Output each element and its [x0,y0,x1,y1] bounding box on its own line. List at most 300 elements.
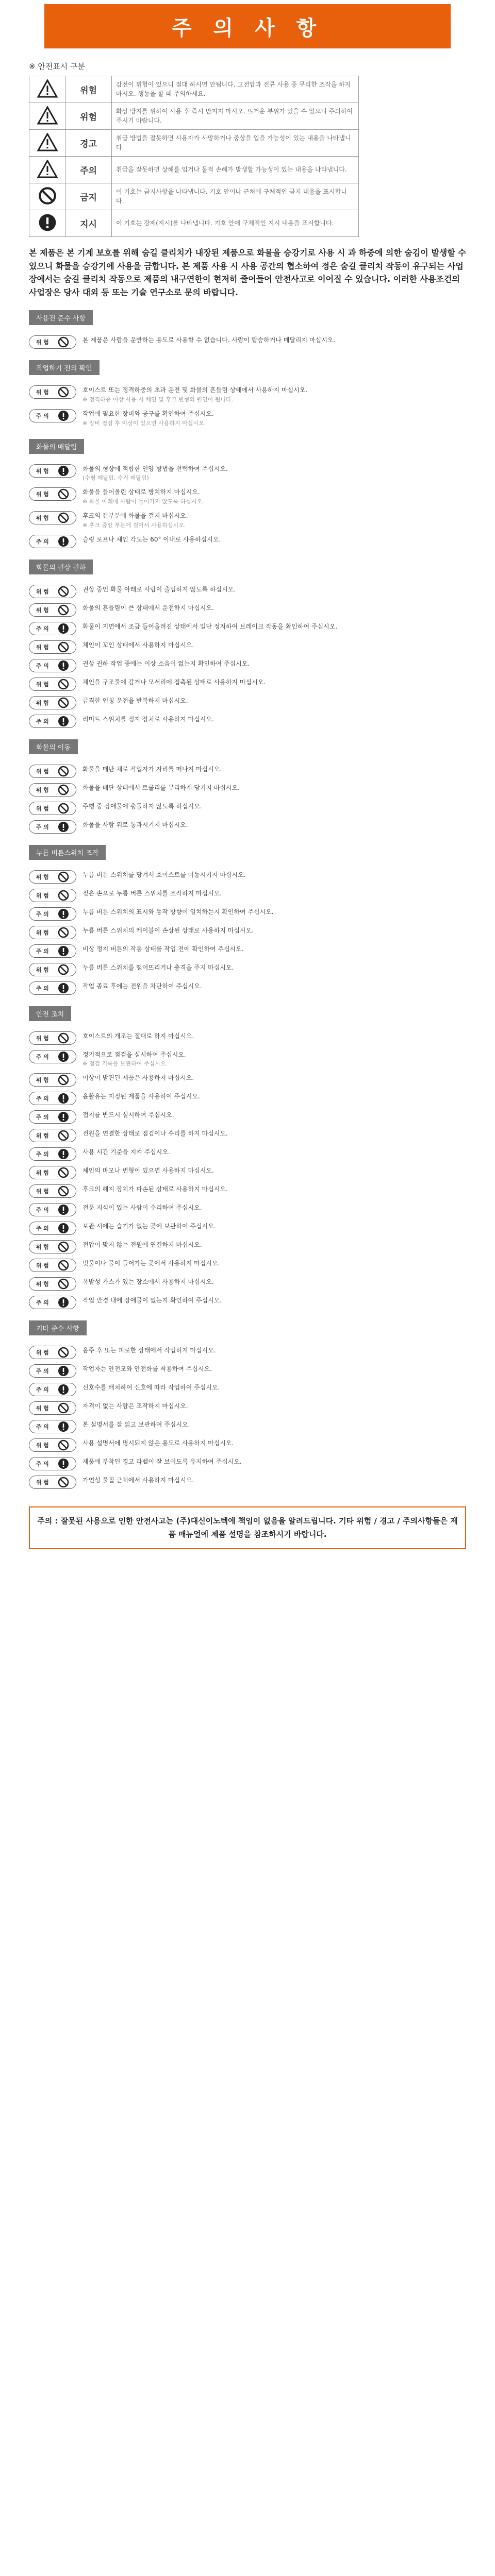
caution-note: (수평 매달림, 수직 매달림) [82,474,149,482]
severity-badge [29,535,76,548]
caution-text: 체인의 마모나 변형이 있으면 사용하지 마십시오. [82,1167,214,1175]
severity-label: 주 의 [36,662,49,669]
caution-item [29,1364,466,1378]
severity-badge [29,802,76,815]
section [29,360,466,427]
warning-triangle-icon [29,76,65,103]
legend-description: 취급 방법을 잘못하면 사용자가 사망하거나 중상을 입을 가능성이 있는 내용을 나타냅니다. [112,130,359,157]
prohibition-icon [58,697,69,708]
prohibition-icon [58,488,69,500]
section [29,1320,466,1489]
legend-row [29,157,359,183]
caution-text: 자격이 없는 사람은 조작하지 마십시오. [82,1402,188,1410]
legend-label: 위험 [65,76,112,103]
severity-label: 위 험 [36,389,49,396]
severity-badge [29,1166,76,1179]
caution-item [29,464,466,483]
instruction-icon [58,821,69,833]
caution-text: 호이스트 또는 정격하중의 초과 운전 및 화물의 흔들림 상태에서 사용하지 마십시오. [82,386,308,394]
prohibition-icon [58,1278,69,1290]
caution-text: 이상이 발견된 제품은 사용하지 마십시오. [82,1074,194,1082]
caution-text: 신호수를 배치하여 신호에 따라 작업하여 주십시오. [82,1384,220,1392]
instruction-icon [58,465,69,477]
severity-badge [29,870,76,884]
caution-text-block [82,1296,222,1306]
severity-badge [29,1147,76,1161]
legend-description: 화상 방지를 위하여 사용 후 즉시 만지지 마시오. 뜨거운 부위가 있을 수 있으니 주의하여 주시기 바랍니다. [112,103,359,130]
prohibition-icon [58,512,69,523]
caution-text-block [82,870,246,880]
caution-item [29,1457,466,1470]
caution-item [29,1203,466,1216]
severity-label: 위 험 [36,1281,49,1288]
severity-label: 위 험 [36,929,49,936]
severity-label: 위 험 [36,588,49,595]
caution-text: 후크의 해지 장치가 파손된 상태로 사용하지 마십시오. [82,1185,228,1193]
severity-badge [29,1438,76,1452]
legend-description: 취급을 잘못하면 상해를 입거나 물적 손해가 발생할 가능성이 있는 내용을 나타냅니다. [112,157,359,183]
legend-row [29,103,359,130]
severity-badge [29,981,76,995]
caution-text-block [82,659,250,669]
caution-text: 주행 중 장애물에 충돌하지 않도록 하십시오. [82,802,202,810]
warning-triangle-icon [29,103,65,130]
caution-text-block [82,926,254,936]
severity-label: 위 험 [36,1132,49,1140]
caution-text-block [82,1259,220,1268]
caution-text: 리미트 스위치를 정지 장치로 사용하지 마십시오. [82,715,214,723]
prohibition-icon [58,890,69,901]
severity-badge [29,1110,76,1124]
severity-label: 위 험 [36,643,49,651]
section-title: 화물의 이동 [29,739,78,754]
caution-item [29,585,466,598]
caution-item [29,409,466,428]
caution-text-block [82,640,194,650]
legend-description: 이 기호는 강제(지시)를 나타냅니다. 기호 안에 구체적인 지시 내용을 표시합니다. [112,210,359,237]
severity-label: 위 험 [36,699,49,706]
severity-label: 위 험 [36,805,49,812]
caution-text-block [82,820,188,830]
caution-text-block [82,409,214,428]
instruction-icon [58,1458,69,1469]
severity-badge [29,1346,76,1359]
caution-item [29,1296,466,1309]
severity-label: 위 험 [36,514,49,521]
caution-text: 제품에 부착된 경고 라벨이 잘 보이도록 유지하여 주십시오. [82,1458,242,1466]
legend-row [29,76,359,103]
instruction-icon [58,1093,69,1104]
caution-item [29,1050,466,1069]
prohibition-icon [58,641,69,653]
section-title: 안전 조치 [29,1006,71,1021]
instruction-icon [29,210,65,237]
prohibition-icon [58,386,69,398]
caution-text-block [82,1364,212,1374]
severity-label: 주 의 [36,1423,49,1431]
caution-item [29,1383,466,1396]
severity-label: 주 의 [36,823,49,831]
caution-item [29,1092,466,1105]
prohibition-icon [58,1032,69,1044]
caution-item [29,1073,466,1087]
caution-text-block [82,765,222,774]
caution-text: 폭발성 가스가 있는 장소에서 사용하지 마십시오. [82,1278,214,1286]
caution-text-block [82,1050,186,1069]
prohibition-icon [58,766,69,777]
section [29,845,466,995]
caution-text: 작업 종료 후에는 전원을 차단하여 주십시오. [82,982,202,990]
caution-text: 화물을 사람 위로 통과시키지 마십시오. [82,821,188,828]
instruction-icon [58,1421,69,1432]
instruction-icon [58,945,69,957]
prohibition-icon [58,1260,69,1271]
severity-badge [29,1050,76,1063]
caution-text: 화물을 매단 상태에서 트롤리를 무리하게 당기지 마십시오. [82,784,240,791]
severity-badge [29,385,76,399]
caution-item [29,659,466,672]
caution-text: 후크의 끝부분에 화물을 걸지 마십시오. [82,512,188,519]
caution-text: 급격한 인칭 운전을 반복하지 마십시오. [82,697,188,704]
prohibition-icon [58,1167,69,1178]
section-title: 작업하기 전의 확인 [29,360,100,375]
caution-note: ※ 장비 점검 후 이상이 있으면 사용하지 마십시오. [82,419,206,427]
severity-label: 주 의 [36,1114,49,1121]
caution-text-block [82,677,266,687]
caution-text: 전압이 맞지 않는 전원에 연결하지 마십시오. [82,1241,202,1249]
severity-label: 위 험 [36,1188,49,1195]
instruction-icon [58,1111,69,1123]
severity-label: 주 의 [36,625,49,632]
prohibition-icon [58,1185,69,1197]
severity-label: 주 의 [36,910,49,918]
severity-badge [29,1476,76,1489]
section-title: 화물의 권상 권하 [29,560,93,574]
severity-label: 주 의 [36,1207,49,1214]
caution-item [29,1476,466,1489]
severity-label: 위 험 [36,786,49,793]
caution-text: 비상 정지 버튼의 작동 상태를 작업 전에 확인하여 주십시오. [82,945,244,953]
severity-label: 위 험 [36,1349,49,1357]
caution-text: 젖은 손으로 누름 버튼 스위치를 조작하지 마십시오. [82,889,222,897]
instruction-icon [58,536,69,547]
section-title: 화물의 매달림 [29,439,84,454]
caution-item [29,765,466,778]
caution-text: 누름 버튼 스위치의 표시와 동작 방향이 일치하는지 확인하여 주십시오. [82,908,274,916]
caution-item [29,622,466,635]
footer-notice: 주의 : 잘못된 사용으로 인한 안전사고는 (주)대신이노텍에 책임이 없음을 알려드립니다. 기타 위험 / 경고 / 주의사항들은 제품 매뉴얼에 제품 설명을 참조하시기 바랍니다. [29,1506,466,1549]
caution-item [29,981,466,995]
caution-text: 윤활유는 지정된 제품을 사용하여 주십시오. [82,1093,200,1100]
caution-text: 가연성 물질 근처에서 사용하지 마십시오. [82,1477,194,1484]
severity-badge [29,1420,76,1433]
caution-item [29,926,466,939]
caution-text-block [82,1184,228,1194]
warning-triangle-icon [29,130,65,157]
caution-item [29,1129,466,1142]
prohibition-icon [58,679,69,690]
caution-note: ※ 화물 아래에 사람이 들어가지 않도록 하십시오. [82,498,204,505]
prohibition-icon [58,1241,69,1252]
legend-label: 주의 [65,157,112,183]
caution-text-block [82,981,202,991]
caution-item [29,1110,466,1124]
caution-item [29,1240,466,1253]
caution-item [29,802,466,815]
severity-badge [29,1383,76,1396]
title-banner [44,4,451,48]
severity-badge [29,963,76,976]
instruction-icon [58,410,69,421]
caution-text-block [82,1222,216,1231]
caution-text: 작업자는 안전모와 안전화를 착용하여 주십시오. [82,1365,212,1373]
section-title: 기타 준수 사항 [29,1320,87,1335]
caution-item [29,944,466,958]
severity-label: 위 험 [36,1262,49,1269]
caution-text: 보관 시에는 습기가 없는 곳에 보관하여 주십시오. [82,1223,216,1230]
severity-badge [29,1296,76,1309]
severity-label: 주 의 [36,1461,49,1468]
caution-item [29,889,466,902]
severity-badge [29,696,76,709]
prohibition-icon [58,1439,69,1451]
severity-label: 주 의 [36,1151,49,1158]
severity-label: 주 의 [36,1386,49,1394]
severity-label: 위 험 [36,768,49,775]
severity-badge [29,783,76,796]
caution-text-block [82,1346,216,1355]
prohibition-icon [29,183,65,210]
severity-label: 주 의 [36,985,49,992]
prohibition-icon [58,604,69,616]
severity-label: 주 의 [36,1299,49,1307]
caution-item [29,1031,466,1045]
severity-label: 주 의 [36,947,49,955]
caution-text-block [82,1438,234,1448]
severity-label: 주 의 [36,718,49,725]
caution-text-block [82,963,234,973]
caution-text: 권상 권하 작업 중에는 이상 소음이 없는지 확인하여 주십시오. [82,659,250,667]
caution-item [29,1184,466,1198]
section-title: 사용전 준수 사항 [29,310,93,325]
caution-text-block [82,1277,214,1287]
caution-text-block [82,1203,202,1213]
prohibition-icon [58,1347,69,1358]
caution-text: 체인이 꼬인 상태에서 사용하지 마십시오. [82,641,194,649]
severity-label: 위 험 [36,467,49,474]
severity-badge [29,659,76,672]
caution-text-block [82,1166,214,1176]
section [29,560,466,728]
severity-badge [29,640,76,654]
caution-text: 슬링 로프나 체인 각도는 60° 이내로 사용하십시오. [82,535,221,543]
severity-badge [29,1073,76,1087]
caution-text: 호이스트의 개조는 절대로 하지 마십시오. [82,1032,194,1040]
caution-text: 화물을 매단 채로 작업자가 자리를 떠나지 마십시오. [82,765,222,773]
caution-text-block [82,487,204,506]
caution-text: 권상 중인 화물 아래로 사람이 출입하지 않도록 하십시오. [82,585,236,593]
caution-text-block [82,1110,174,1120]
caution-text-block [82,511,188,530]
caution-note: ※ 후크 중앙 부분에 걸어서 사용하십시오. [82,521,186,529]
caution-text-block [82,1031,194,1041]
caution-item [29,335,466,349]
caution-item [29,1259,466,1272]
legend-label: 경고 [65,130,112,157]
severity-badge [29,603,76,617]
section [29,739,466,834]
legend-label: 위험 [65,103,112,130]
severity-label: 주 의 [36,1368,49,1375]
severity-badge [29,1457,76,1470]
caution-text-block [82,1073,194,1083]
caution-item [29,385,466,404]
legend-table [29,76,359,237]
severity-badge [29,820,76,834]
caution-text: 작업에 필요한 장비와 공구를 확인하여 주십시오. [82,410,214,418]
caution-item [29,1346,466,1359]
caution-text-block [82,335,335,345]
severity-label: 주 의 [36,538,49,545]
prohibition-icon [58,336,69,348]
caution-item [29,1147,466,1161]
caution-text-block [82,1383,220,1393]
caution-text-block [82,1476,194,1485]
prohibition-icon [58,964,69,975]
caution-item [29,1420,466,1433]
instruction-icon [58,908,69,920]
caution-item [29,907,466,921]
severity-badge [29,889,76,902]
caution-item [29,963,466,976]
caution-text-block [82,603,214,613]
prohibition-icon [58,1402,69,1414]
caution-item [29,603,466,617]
legend-row [29,183,359,210]
caution-text-block [82,802,202,811]
severity-label: 주 의 [36,1225,49,1232]
severity-badge [29,1401,76,1415]
instruction-icon [58,660,69,671]
caution-item [29,1277,466,1291]
caution-text: 누름 버튼 스위치의 케이블이 손상된 상태로 사용하지 마십시오. [82,926,254,934]
severity-label: 위 험 [36,339,49,346]
severity-badge [29,1364,76,1378]
caution-text-block [82,715,214,724]
instruction-icon [58,1384,69,1395]
section [29,1006,466,1310]
instruction-icon [58,623,69,634]
caution-text: 누름 버튼 스위치를 당겨서 호이스트를 이동시키지 마십시오. [82,871,246,878]
severity-label: 위 험 [36,1442,49,1449]
sections [29,310,466,1489]
severity-label: 주 의 [36,1053,49,1060]
caution-text: 본 설명서를 잘 읽고 보관하여 주십시오. [82,1421,190,1429]
caution-text: 음주 후 또는 피로한 상태에서 작업하지 마십시오. [82,1347,216,1354]
severity-badge [29,622,76,635]
severity-badge [29,585,76,598]
section-title: 누름 버튼스위치 조작 [29,845,106,860]
caution-text-block [82,1240,202,1250]
caution-text-block [82,944,244,954]
caution-text: 사용 설명서에 명시되지 않은 용도로 사용하지 마십시오. [82,1439,234,1447]
caution-text: 정기적으로 점검을 실시하여 주십시오. [82,1050,186,1058]
caution-item [29,1222,466,1235]
caution-text-block [82,385,307,404]
caution-text-block [82,696,188,706]
caution-text: 사용 시간 기준을 지켜 주십시오. [82,1148,170,1156]
instruction-icon [58,982,69,994]
caution-text: 화물이 지면에서 조금 들어올려진 상태에서 일단 정지하여 브레이크 작동을 확인하여 주십시오. [82,622,338,630]
caution-text-block [82,464,228,483]
section [29,439,466,548]
caution-item [29,783,466,796]
severity-badge [29,1203,76,1216]
caution-text-block [82,889,222,899]
prohibition-icon [58,1477,69,1488]
severity-badge [29,1092,76,1105]
legend-heading: ※ 안전표시 구분 [29,62,86,71]
severity-badge [29,944,76,958]
caution-text: 화물의 형상에 적합한 인양 방법을 선택하여 주십시오. [82,465,228,472]
caution-text: 작업 반경 내에 장애물이 없는지 확인하여 주십시오. [82,1297,222,1304]
caution-triangle-icon [29,157,65,183]
caution-text: 체인을 구조물에 감거나 모서리에 접촉된 상태로 사용하지 마십시오. [82,678,266,686]
severity-badge [29,487,76,501]
prohibition-icon [58,803,69,814]
intro-text: 본 제품은 본 기계 보호를 위해 숨길 클리치가 내장된 제품으로 화물을 승강기로 사용 시 과 하중에 의한 숨김이 발생할 수 있으니 화물을 승강기에 사용을 금합니다. 본 제품 사용 시 사용 공간의 협소하여 정은 숨길 클리치 작동이 유구되는 사업장에서는 숨길 클리치 작동으로 제품의 내구연한이 현저히 줄어들어 안전사고로 이어질 수 있습니다. 이러한 사용조건의 사업장은 당사 대외 등 또는 기술 연구소로 문의 바랍니다. [29,248,466,297]
caution-text-block [82,1457,242,1467]
caution-text-block [82,622,337,632]
caution-text-block [82,1401,188,1411]
severity-badge [29,1129,76,1142]
caution-text-block [82,1129,228,1139]
prohibition-icon [58,927,69,938]
caution-note: ※ 점검 기록을 보관하여 주십시오. [82,1060,168,1067]
caution-text-block [82,535,221,545]
severity-label: 주 의 [36,1095,49,1103]
severity-label: 위 험 [36,1035,49,1042]
instruction-icon [58,1204,69,1215]
severity-label: 위 험 [36,1405,49,1412]
prohibition-icon [58,784,69,795]
severity-badge [29,926,76,939]
caution-text: 본 제품은 사람을 운반하는 용도로 사용할 수 없습니다. 사람이 탑승하거나 매달리지 마십시오. [82,336,336,344]
legend-label: 금지 [65,183,112,210]
caution-item [29,535,466,548]
severity-badge [29,765,76,778]
severity-badge [29,1277,76,1291]
caution-text: 접지를 반드시 실시하여 주십시오. [82,1111,174,1119]
caution-item [29,1438,466,1452]
caution-text: 화물의 흔들림이 큰 상태에서 운전하지 마십시오. [82,604,214,612]
caution-item [29,487,466,506]
severity-label: 위 험 [36,681,49,688]
caution-item [29,640,466,654]
legend-row [29,210,359,237]
severity-badge [29,715,76,728]
caution-item [29,820,466,834]
severity-badge [29,409,76,422]
severity-badge [29,464,76,478]
caution-item [29,677,466,691]
caution-item [29,1401,466,1415]
instruction-icon [58,1051,69,1062]
severity-badge [29,511,76,524]
severity-badge [29,907,76,921]
severity-label: 위 험 [36,1170,49,1177]
instruction-icon [58,1365,69,1377]
